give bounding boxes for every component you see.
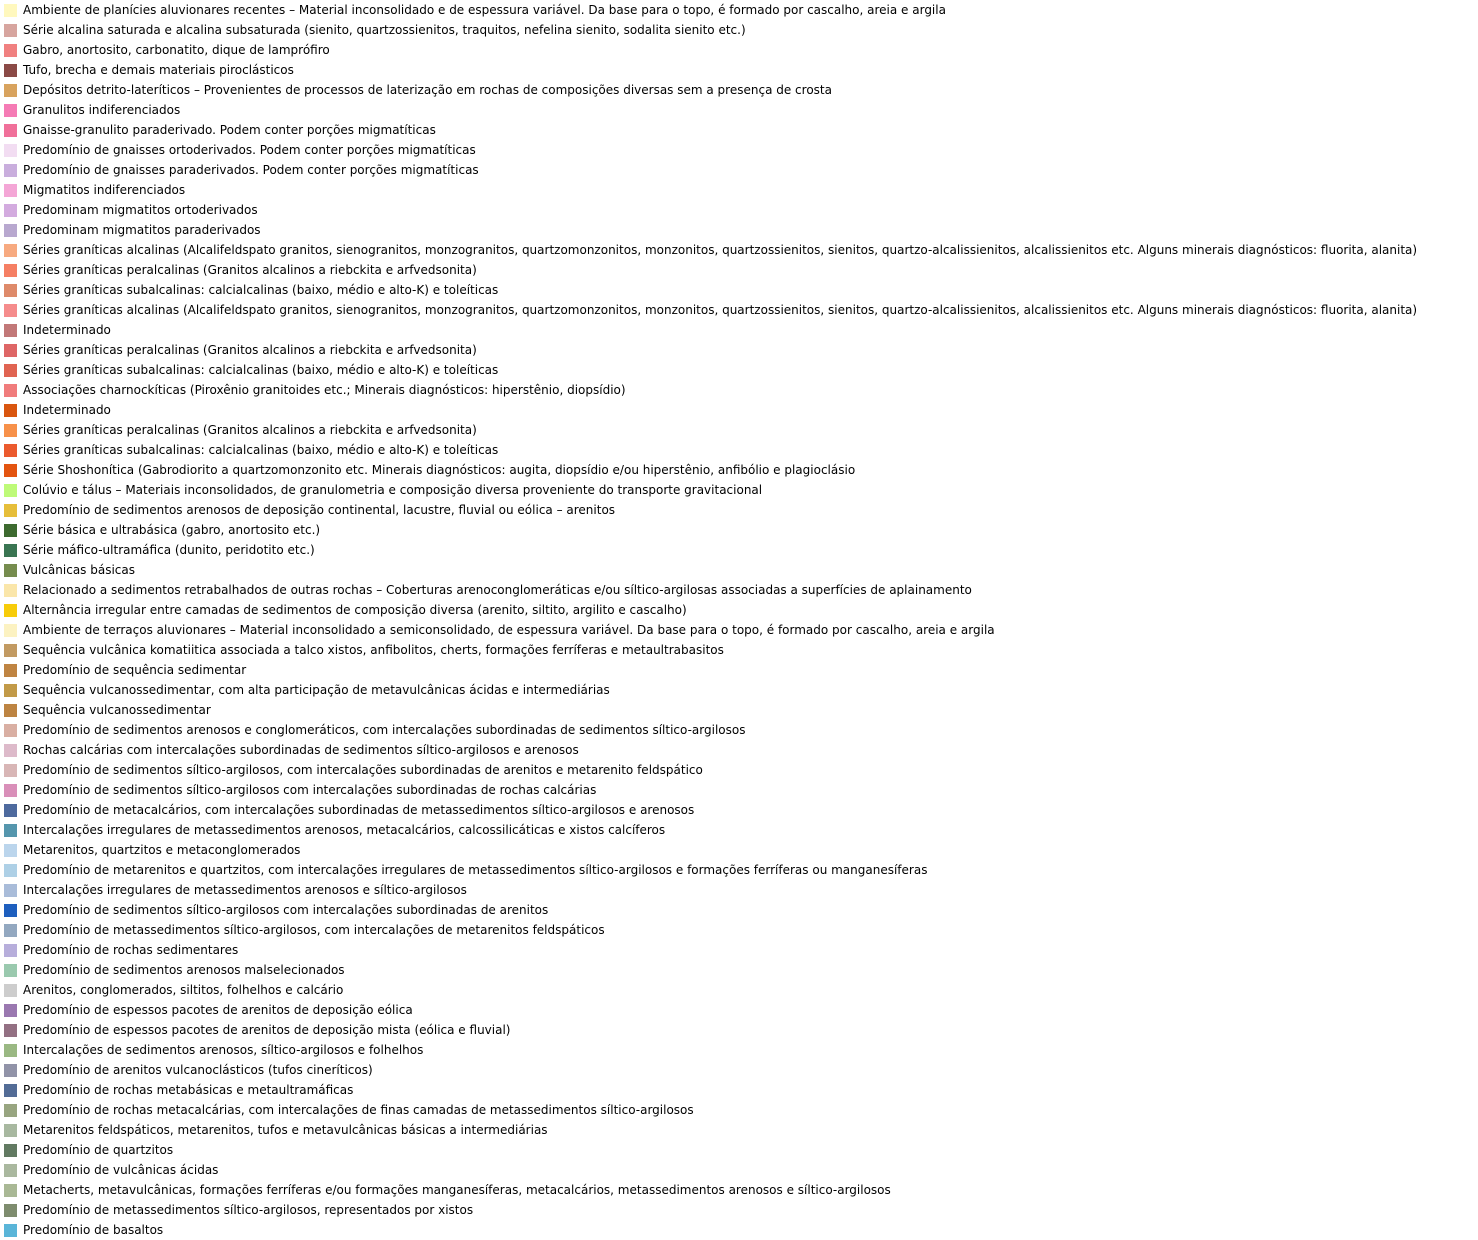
legend-item: [4, 540, 1478, 560]
legend-label: Gnaisse-granulito paraderivado. Podem conter porções migmatíticas: [23, 123, 436, 137]
legend-item: [4, 1140, 1478, 1160]
legend-item: [4, 120, 1478, 140]
legend-label: Séries graníticas peralcalinas (Granitos alcalinos a riebckita e arfvedsonita): [23, 423, 477, 437]
legend-item: [4, 1080, 1478, 1100]
legend-color-swatch: [4, 464, 17, 477]
legend-label: Intercalações irregulares de metassedimentos arenosos e síltico-argilosos: [23, 883, 467, 897]
legend-color-swatch: [4, 1164, 17, 1177]
legend-color-swatch: [4, 1084, 17, 1097]
legend-color-swatch: [4, 824, 17, 837]
legend-label: Alternância irregular entre camadas de sedimentos de composição diversa (arenito, siltito, argilito e cascalho): [23, 603, 687, 617]
legend-color-swatch: [4, 584, 17, 597]
legend-color-swatch: [4, 1024, 17, 1037]
legend-label: Série básica e ultrabásica (gabro, anortosito etc.): [23, 523, 321, 537]
legend-item: [4, 480, 1478, 500]
legend-item: [4, 760, 1478, 780]
legend-color-swatch: [4, 324, 17, 337]
legend-item: [4, 160, 1478, 180]
legend-label: Predomínio de gnaisses paraderivados. Podem conter porções migmatíticas: [23, 163, 479, 177]
legend-label: Predomínio de basaltos: [23, 1223, 164, 1237]
legend-color-swatch: [4, 1104, 17, 1117]
legend-label: Predomínio de espessos pacotes de arenitos de deposição mista (eólica e fluvial): [23, 1023, 511, 1037]
legend-item: [4, 940, 1478, 960]
legend-color-swatch: [4, 684, 17, 697]
legend-item: [4, 620, 1478, 640]
legend-label: Séries graníticas subalcalinas: calcialcalinas (baixo, médio e alto-K) e toleíticas: [23, 283, 499, 297]
legend-item: [4, 1000, 1478, 1020]
legend-item: [4, 1160, 1478, 1180]
legend-color-swatch: [4, 84, 17, 97]
legend-label: Intercalações irregulares de metassedimentos arenosos, metacalcários, calcossilicáticas e xistos calcíferos: [23, 823, 666, 837]
legend-color-swatch: [4, 184, 17, 197]
legend-item: [4, 640, 1478, 660]
legend-item: [4, 800, 1478, 820]
legend-label: Vulcânicas básicas: [23, 563, 136, 577]
legend-item: [4, 280, 1478, 300]
legend-label: Predomínio de arenitos vulcanoclásticos (tufos cineríticos): [23, 1063, 373, 1077]
legend-label: Séries graníticas alcalinas (Alcalifeldspato granitos, sienogranitos, monzogranitos, quartzomonzonitos, monzonitos, quartzossienitos, sienitos, quartzo-alcalissienitos, alcalissienitos etc. Alguns minerais diagnósticos: fluorita, alanita): [23, 243, 1418, 257]
legend-item: [4, 420, 1478, 440]
legend-label: Predomínio de metarenitos e quartzitos, com intercalações irregulares de metassedimentos síltico-argilosos e formações ferríferas ou manganesíferas: [23, 863, 928, 877]
legend-color-swatch: [4, 524, 17, 537]
legend-item: [4, 1040, 1478, 1060]
legend-label: Ambiente de planícies aluvionares recentes – Material inconsolidado e de espessura variável. Da base para o topo, é formado por cascalho, areia e argila: [23, 3, 946, 17]
legend-label: Sequência vulcanossedimentar: [23, 703, 211, 717]
map-legend: [4, 0, 1478, 1240]
legend-item: [4, 520, 1478, 540]
legend-item: [4, 680, 1478, 700]
legend-color-swatch: [4, 24, 17, 37]
legend-item: [4, 240, 1478, 260]
legend-color-swatch: [4, 1184, 17, 1197]
legend-item: [4, 700, 1478, 720]
legend-color-swatch: [4, 964, 17, 977]
legend-label: Predomínio de espessos pacotes de arenitos de deposição eólica: [23, 1003, 413, 1017]
legend-color-swatch: [4, 384, 17, 397]
legend-item: [4, 1020, 1478, 1040]
legend-label: Colúvio e tálus – Materiais inconsolidados, de granulometria e composição diversa proveniente do transporte gravitacional: [23, 483, 763, 497]
legend-label: Predomínio de sedimentos arenosos e conglomeráticos, com intercalações subordinadas de sedimentos síltico-argilosos: [23, 723, 746, 737]
legend-color-swatch: [4, 424, 17, 437]
legend-item: [4, 920, 1478, 940]
legend-item: [4, 1220, 1478, 1240]
legend-item: [4, 1060, 1478, 1080]
legend-label: Predomínio de sequência sedimentar: [23, 663, 247, 677]
legend-color-swatch: [4, 1144, 17, 1157]
legend-color-swatch: [4, 44, 17, 57]
legend-label: Predomínio de rochas metacalcárias, com intercalações de finas camadas de metassedimentos síltico-argilosos: [23, 1103, 694, 1117]
legend-item: [4, 1120, 1478, 1140]
legend-item: [4, 900, 1478, 920]
legend-label: Tufo, brecha e demais materiais piroclásticos: [23, 63, 294, 77]
legend-label: Relacionado a sedimentos retrabalhados de outras rochas – Coberturas arenoconglomeráticas e/ou síltico-argilosas associadas a superfícies de aplainamento: [23, 583, 972, 597]
legend-color-swatch: [4, 1044, 17, 1057]
legend-item: [4, 500, 1478, 520]
legend-color-swatch: [4, 704, 17, 717]
legend-color-swatch: [4, 484, 17, 497]
legend-color-swatch: [4, 444, 17, 457]
legend-label: Predomínio de rochas sedimentares: [23, 943, 239, 957]
legend-label: Séries graníticas peralcalinas (Granitos alcalinos a riebckita e arfvedsonita): [23, 343, 477, 357]
legend-item: [4, 580, 1478, 600]
legend-label: Série máfico-ultramáfica (dunito, peridotito etc.): [23, 543, 315, 557]
legend-item: [4, 20, 1478, 40]
legend-color-swatch: [4, 544, 17, 557]
legend-color-swatch: [4, 204, 17, 217]
legend-label: Séries graníticas subalcalinas: calcialcalinas (baixo, médio e alto-K) e toleíticas: [23, 443, 499, 457]
legend-item: [4, 860, 1478, 880]
legend-label: Predomínio de gnaisses ortoderivados. Podem conter porções migmatíticas: [23, 143, 476, 157]
legend-item: [4, 840, 1478, 860]
legend-label: Intercalações de sedimentos arenosos, síltico-argilosos e folhelhos: [23, 1043, 424, 1057]
legend-item: [4, 260, 1478, 280]
legend-item: [4, 360, 1478, 380]
legend-color-swatch: [4, 64, 17, 77]
legend-item: [4, 300, 1478, 320]
legend-label: Granulitos indiferenciados: [23, 103, 181, 117]
legend-label: Migmatitos indiferenciados: [23, 183, 186, 197]
legend-item: [4, 340, 1478, 360]
legend-label: Predomínio de sedimentos síltico-argilosos, com intercalações subordinadas de arenitos e metarenito feldspático: [23, 763, 703, 777]
legend-item: [4, 40, 1478, 60]
legend-color-swatch: [4, 784, 17, 797]
legend-label: Indeterminado: [23, 403, 111, 417]
legend-label: Predomínio de metassedimentos síltico-argilosos, com intercalações de metarenitos feldspáticos: [23, 923, 605, 937]
legend-label: Série alcalina saturada e alcalina subsaturada (sienito, quartzossienitos, traquitos, nefelina sienito, sodalita sienito etc.): [23, 23, 746, 37]
legend-label: Predomínio de sedimentos arenosos malselecionados: [23, 963, 345, 977]
legend-color-swatch: [4, 604, 17, 617]
legend-item: [4, 320, 1478, 340]
legend-label: Sequência vulcânica komatiitica associada a talco xistos, anfibolitos, cherts, formações ferríferas e metaultrabasitos: [23, 643, 724, 657]
legend-color-swatch: [4, 744, 17, 757]
legend-label: Séries graníticas peralcalinas (Granitos alcalinos a riebckita e arfvedsonita): [23, 263, 477, 277]
legend-label: Predominam migmatitos ortoderivados: [23, 203, 258, 217]
legend-item: [4, 820, 1478, 840]
legend-label: Gabro, anortosito, carbonatito, dique de lamprófiro: [23, 43, 330, 57]
legend-label: Séries graníticas subalcalinas: calcialcalinas (baixo, médio e alto-K) e toleíticas: [23, 363, 499, 377]
legend-color-swatch: [4, 644, 17, 657]
legend-color-swatch: [4, 944, 17, 957]
legend-color-swatch: [4, 104, 17, 117]
legend-item: [4, 220, 1478, 240]
legend-label: Metarenitos feldspáticos, metarenitos, tufos e metavulcânicas básicas a intermediárias: [23, 1123, 548, 1137]
legend-item: [4, 720, 1478, 740]
legend-color-swatch: [4, 144, 17, 157]
legend-item: [4, 960, 1478, 980]
legend-label: Predominam migmatitos paraderivados: [23, 223, 261, 237]
legend-color-swatch: [4, 564, 17, 577]
legend-color-swatch: [4, 844, 17, 857]
legend-color-swatch: [4, 244, 17, 257]
legend-label: Indeterminado: [23, 323, 111, 337]
legend-item: [4, 0, 1478, 20]
legend-label: Rochas calcárias com intercalações subordinadas de sedimentos síltico-argilosos e arenosos: [23, 743, 579, 757]
legend-label: Arenitos, conglomerados, siltitos, folhelhos e calcário: [23, 983, 344, 997]
legend-label: Predomínio de vulcânicas ácidas: [23, 1163, 219, 1177]
legend-color-swatch: [4, 804, 17, 817]
legend-color-swatch: [4, 864, 17, 877]
legend-label: Metacherts, metavulcânicas, formações ferríferas e/ou formações manganesíferas, metacalcários, metassedimentos arenosos e síltico-argilosos: [23, 1183, 891, 1197]
legend-item: [4, 560, 1478, 580]
legend-item: [4, 600, 1478, 620]
legend-item: [4, 780, 1478, 800]
legend-item: [4, 460, 1478, 480]
legend-item: [4, 740, 1478, 760]
legend-label: Série Shoshonítica (Gabrodiorito a quartzomonzonito etc. Minerais diagnósticos: augita, diopsídio e/ou hiperstênio, anfibólio e plagioclásio: [23, 463, 856, 477]
legend-color-swatch: [4, 504, 17, 517]
legend-label: Predomínio de sedimentos arenosos de deposição continental, lacustre, fluvial ou eólica – arenitos: [23, 503, 616, 517]
legend-color-swatch: [4, 724, 17, 737]
legend-item: [4, 1180, 1478, 1200]
legend-label: Ambiente de terraços aluvionares – Material inconsolidado a semiconsolidado, de espessura variável. Da base para o topo, é formado por cascalho, areia e argila: [23, 623, 995, 637]
legend-color-swatch: [4, 1224, 17, 1237]
legend-color-swatch: [4, 924, 17, 937]
legend-item: [4, 80, 1478, 100]
legend-item: [4, 200, 1478, 220]
legend-item: [4, 380, 1478, 400]
legend-label: Predomínio de metacalcários, com intercalações subordinadas de metassedimentos síltico-argilosos e arenosos: [23, 803, 695, 817]
legend-color-swatch: [4, 344, 17, 357]
legend-color-swatch: [4, 664, 17, 677]
legend-item: [4, 60, 1478, 80]
legend-color-swatch: [4, 764, 17, 777]
legend-item: [4, 1100, 1478, 1120]
legend-item: [4, 140, 1478, 160]
legend-color-swatch: [4, 284, 17, 297]
legend-label: Metarenitos, quartzitos e metaconglomerados: [23, 843, 301, 857]
legend-color-swatch: [4, 884, 17, 897]
legend-label: Predomínio de metassedimentos síltico-argilosos, representados por xistos: [23, 1203, 474, 1217]
legend-color-swatch: [4, 1204, 17, 1217]
legend-label: Associações charnockíticas (Piroxênio granitoides etc.; Minerais diagnósticos: hiperstênio, diopsídio): [23, 383, 626, 397]
legend-color-swatch: [4, 404, 17, 417]
legend-color-swatch: [4, 904, 17, 917]
legend-item: [4, 880, 1478, 900]
legend-color-swatch: [4, 4, 17, 17]
legend-label: Séries graníticas alcalinas (Alcalifeldspato granitos, sienogranitos, monzogranitos, quartzomonzonitos, monzonitos, quartzossienitos, sienitos, quartzo-alcalissienitos, alcalissienitos etc. Alguns minerais diagnósticos: fluorita, alanita): [23, 303, 1418, 317]
legend-label: Predomínio de rochas metabásicas e metaultramáficas: [23, 1083, 354, 1097]
legend-item: [4, 100, 1478, 120]
legend-item: [4, 440, 1478, 460]
legend-item: [4, 400, 1478, 420]
legend-color-swatch: [4, 164, 17, 177]
legend-label: Depósitos detrito-lateríticos – Provenientes de processos de laterização em rochas de composições diversas sem a presença de crosta: [23, 83, 832, 97]
legend-color-swatch: [4, 984, 17, 997]
legend-label: Predomínio de sedimentos síltico-argilosos com intercalações subordinadas de rochas calcárias: [23, 783, 597, 797]
legend-color-swatch: [4, 1064, 17, 1077]
legend-label: Sequência vulcanossedimentar, com alta participação de metavulcânicas ácidas e intermediárias: [23, 683, 610, 697]
legend-color-swatch: [4, 1124, 17, 1137]
legend-label: Predomínio de sedimentos síltico-argilosos com intercalações subordinadas de arenitos: [23, 903, 549, 917]
legend-color-swatch: [4, 224, 17, 237]
legend-item: [4, 180, 1478, 200]
legend-color-swatch: [4, 1004, 17, 1017]
legend-color-swatch: [4, 124, 17, 137]
legend-color-swatch: [4, 304, 17, 317]
legend-item: [4, 660, 1478, 680]
legend-color-swatch: [4, 264, 17, 277]
legend-item: [4, 980, 1478, 1000]
legend-color-swatch: [4, 624, 17, 637]
legend-item: [4, 1200, 1478, 1220]
legend-label: Predomínio de quartzitos: [23, 1143, 174, 1157]
legend-color-swatch: [4, 364, 17, 377]
